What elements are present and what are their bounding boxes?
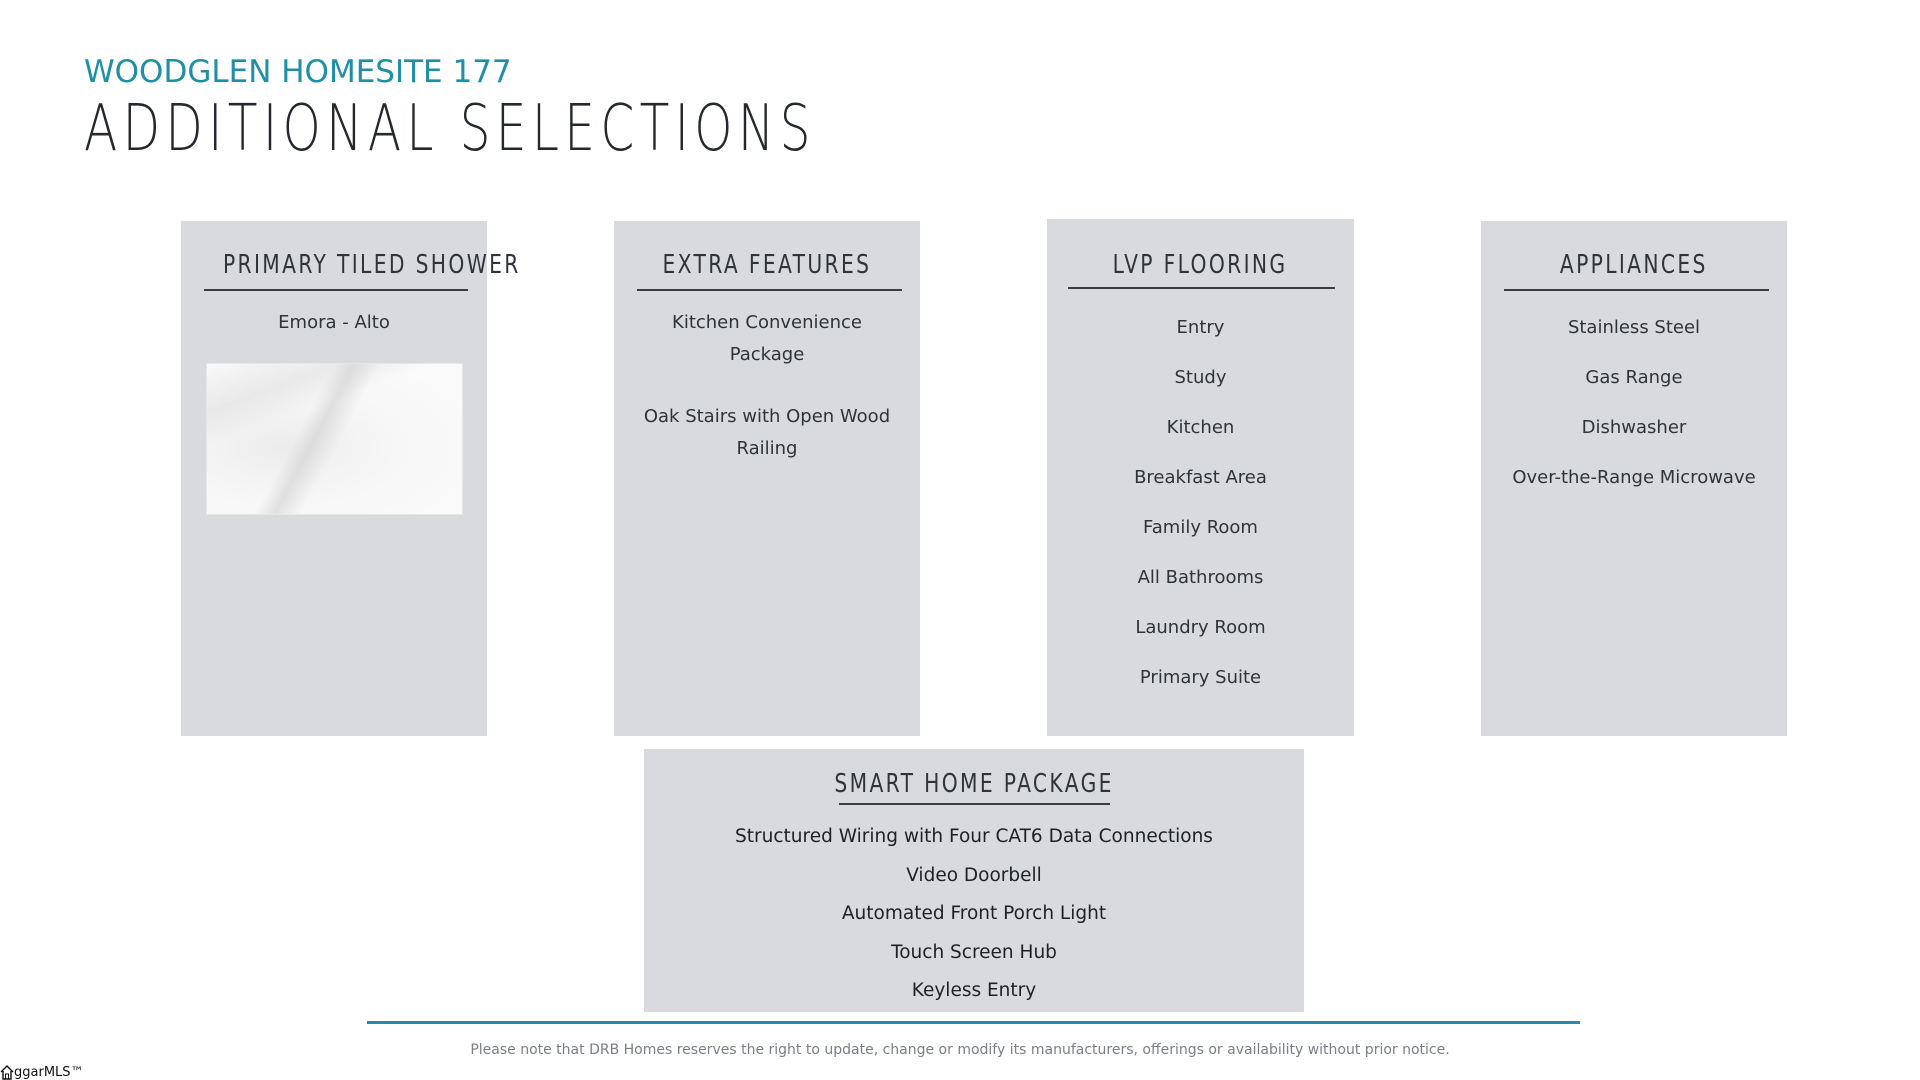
heading-divider — [637, 289, 902, 291]
list-item: Structured Wiring with Four CAT6 Data Connections — [735, 826, 1213, 847]
panel-heading: EXTRA FEATURES — [662, 250, 872, 280]
panel-heading: LVP FLOORING — [1113, 250, 1288, 280]
list-item: Kitchen Convenience Package — [672, 312, 862, 365]
footer-divider — [367, 1021, 1580, 1024]
list-item: Dishwasher — [1581, 417, 1687, 438]
panel-heading: SMART HOME PACKAGE — [834, 769, 1114, 799]
heading-divider — [1504, 289, 1769, 291]
list-item: Family Room — [1143, 517, 1258, 538]
homesite-label: WOODGLEN HOMESITE 177 — [84, 54, 512, 90]
mls-logo — [0, 1064, 84, 1080]
list-item: Video Doorbell — [906, 864, 1042, 886]
item-list — [1057, 303, 1344, 703]
mls-logo-text: ggarMLS™ — [14, 1065, 84, 1080]
panel-heading: PRIMARY TILED SHOWER — [222, 250, 521, 280]
item-list — [654, 818, 1294, 1011]
list-item: Emora - Alto — [278, 312, 390, 333]
heading-divider — [1068, 287, 1335, 289]
panel-extra-features — [614, 221, 920, 736]
list-item: Laundry Room — [1135, 617, 1266, 638]
list-item: Over-the-Range Microwave — [1512, 467, 1756, 488]
list-item: Keyless Entry — [911, 980, 1037, 1001]
list-item: Breakfast Area — [1134, 467, 1267, 488]
list-item: Entry — [1176, 317, 1225, 338]
panel-appliances — [1481, 221, 1787, 736]
list-item: Study — [1174, 367, 1227, 388]
list-item: Automated Front Porch Light — [841, 903, 1107, 924]
page-title: ADDITIONAL SELECTIONS — [84, 92, 816, 166]
item-list — [191, 309, 477, 336]
panel-heading: APPLIANCES — [1560, 250, 1708, 280]
list-item: All Bathrooms — [1137, 567, 1264, 588]
panel-smart-home-package — [644, 749, 1304, 1012]
disclaimer: Please note that DRB Homes reserves the right to update, change or modify its manufacturers, offerings or availability without prior notice. — [470, 1042, 1450, 1058]
list-item: Touch Screen Hub — [891, 941, 1057, 963]
item-list — [636, 307, 898, 465]
list-item: Oak Stairs with Open Wood Railing — [643, 406, 891, 459]
heading-divider — [204, 289, 468, 291]
marble-tile-swatch — [206, 363, 463, 515]
list-item: Gas Range — [1585, 367, 1683, 388]
item-list — [1491, 303, 1777, 503]
panel-primary-tiled-shower — [181, 221, 521, 736]
house-icon — [0, 1064, 14, 1080]
list-item: Kitchen — [1166, 417, 1235, 438]
heading-divider — [839, 803, 1110, 805]
list-item: Primary Suite — [1139, 667, 1262, 688]
panel-lvp-flooring — [1047, 219, 1354, 736]
list-item: Stainless Steel — [1567, 317, 1701, 338]
